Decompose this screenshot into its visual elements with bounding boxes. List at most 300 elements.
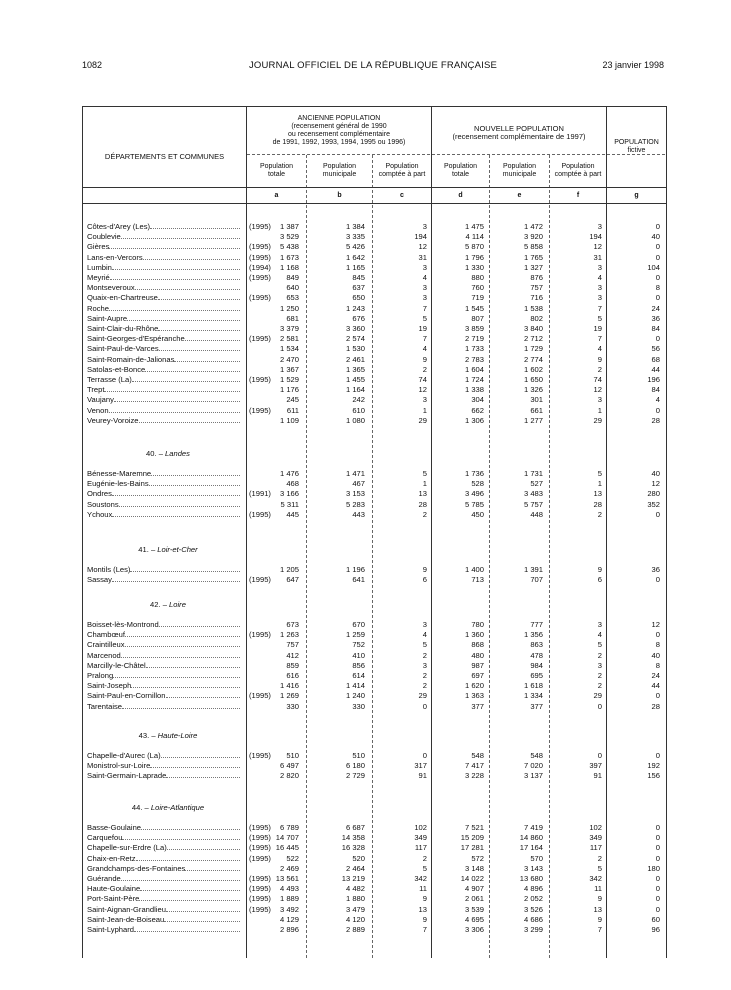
sub-header-municipale: Population municipale <box>502 163 537 178</box>
value-cell: 74 <box>593 375 602 384</box>
table-row <box>83 691 666 701</box>
value-cell: 0 <box>655 904 660 914</box>
value-cell: 156 <box>647 771 660 781</box>
commune-name <box>87 416 243 426</box>
table-row <box>83 874 666 884</box>
commune-label: Terrasse (La) <box>87 375 132 384</box>
value-cell: 637 <box>352 283 365 293</box>
dot-leader <box>161 751 240 758</box>
value-cell: 1 387 <box>279 222 299 231</box>
commune-name <box>87 273 243 283</box>
value-cell: 0 <box>655 509 660 519</box>
value-cell: 5 <box>422 863 427 873</box>
value-cell: 807 <box>471 313 484 323</box>
value-cell: 480 <box>471 650 484 660</box>
value-cell: 17 281 <box>460 843 484 853</box>
value-cell: 44 <box>651 364 660 374</box>
value-cell: 0 <box>655 691 660 701</box>
value-cell: 0 <box>655 823 660 832</box>
value-cell: 1 306 <box>464 415 484 425</box>
value-cell: 0 <box>655 252 660 262</box>
value-cell: 304 <box>471 395 484 405</box>
value-cell: 12 <box>418 385 427 395</box>
value-cell: 6 497 <box>279 761 299 771</box>
value-cell: 14 022 <box>460 874 484 883</box>
value-cell: 0 <box>655 894 660 904</box>
dot-leader <box>112 510 240 517</box>
commune-name <box>87 406 243 416</box>
value-cell: 9 <box>597 914 602 924</box>
table-row <box>83 242 666 252</box>
dot-leader <box>166 771 240 778</box>
value-cell: 616 <box>286 671 299 680</box>
table-row <box>83 283 666 293</box>
value-cell: 28 <box>651 701 660 711</box>
header-rule <box>247 154 665 155</box>
value-cell: 6 687 <box>345 823 365 832</box>
commune-label: Ychoux <box>87 509 113 519</box>
value-cell: 1 <box>422 479 427 489</box>
value-cell: 1 263 <box>279 630 299 640</box>
col-letter: c <box>400 192 404 199</box>
table-row <box>83 630 666 640</box>
census-year: (1995) <box>249 894 271 904</box>
commune-label: Soustons <box>87 499 119 509</box>
value-cell: 3 <box>597 293 602 303</box>
value-cell: 330 <box>286 701 299 711</box>
value-cell: 377 <box>471 701 484 711</box>
census-year: (1995) <box>249 252 271 262</box>
commune-label: Marcilly-le-Châtel <box>87 660 146 670</box>
census-year: (1991) <box>249 489 271 499</box>
dot-leader <box>139 416 240 423</box>
commune-label: Montils (Les) <box>87 565 131 574</box>
value-cell: 1 529 <box>279 375 299 384</box>
department-heading: 44. – Loire-Atlantique <box>131 803 205 812</box>
table-row <box>83 833 666 843</box>
value-cell: 29 <box>418 415 427 425</box>
commune-name <box>87 575 243 585</box>
value-cell: 1 365 <box>345 364 365 374</box>
value-cell: 1 604 <box>464 364 484 374</box>
commune-label: Saint-Joseph <box>87 681 132 691</box>
value-cell: 117 <box>414 843 427 853</box>
value-cell: 5 283 <box>345 499 365 509</box>
commune-name <box>87 565 243 575</box>
table-row <box>83 751 666 761</box>
value-cell: 2 889 <box>345 925 365 934</box>
table-row <box>83 565 666 575</box>
value-cell: 3 483 <box>523 489 543 499</box>
value-cell: 1 796 <box>464 252 484 262</box>
value-cell: 2 061 <box>464 894 484 904</box>
table-row <box>83 915 666 925</box>
value-cell: 4 <box>422 344 427 354</box>
value-cell: 1 530 <box>345 344 365 354</box>
value-cell: 1 620 <box>464 681 484 691</box>
value-cell: 1 765 <box>523 252 543 262</box>
value-cell: 9 <box>597 894 602 904</box>
sub-header-total: Population totale <box>443 163 478 178</box>
table-row <box>83 823 666 833</box>
commune-name <box>87 771 243 781</box>
value-cell: 3 143 <box>523 863 543 873</box>
commune-label: Haute-Goulaine <box>87 884 141 894</box>
value-cell: 28 <box>418 499 427 509</box>
value-cell: 0 <box>655 575 660 585</box>
value-cell: 548 <box>471 751 484 760</box>
value-cell: 3 306 <box>464 925 484 934</box>
value-cell: 31 <box>593 252 602 262</box>
value-cell: 1 <box>422 405 427 415</box>
census-year: (1995) <box>249 273 271 282</box>
value-cell: 1 400 <box>464 565 484 574</box>
table-row <box>83 884 666 894</box>
commune-label: Chapelle-sur-Erdre (La) <box>87 843 167 853</box>
value-cell: 2 <box>422 509 427 519</box>
dot-leader <box>185 334 240 341</box>
value-cell: 478 <box>530 650 543 660</box>
commune-name <box>87 640 243 650</box>
value-cell: 56 <box>651 344 660 354</box>
commune-name <box>87 884 243 894</box>
value-cell: 2 <box>597 671 602 680</box>
commune-name <box>87 375 243 385</box>
table-row <box>83 222 666 232</box>
dot-leader <box>127 314 240 321</box>
commune-name <box>87 355 243 365</box>
census-year: (1995) <box>249 843 271 853</box>
table-row <box>83 671 666 681</box>
value-cell: 1 196 <box>345 565 365 574</box>
table-row <box>83 651 666 661</box>
value-cell: 13 <box>593 489 602 499</box>
dot-leader <box>130 565 240 572</box>
value-cell: 13 219 <box>341 874 365 883</box>
value-cell: 3 <box>597 262 602 272</box>
value-cell: 0 <box>655 405 660 415</box>
value-cell: 29 <box>593 415 602 425</box>
value-cell: 2 712 <box>523 334 543 344</box>
department-heading: 41. – Loir-et-Cher <box>138 545 198 554</box>
value-cell: 1 205 <box>279 565 299 574</box>
value-cell: 0 <box>655 843 660 853</box>
value-cell: 194 <box>414 232 427 242</box>
value-cell: 102 <box>414 823 427 832</box>
dot-leader <box>151 469 240 476</box>
commune-label: Roche <box>87 303 109 313</box>
value-cell: 4 907 <box>464 884 484 894</box>
commune-label: Veurey-Voroize <box>87 415 139 425</box>
census-year: (1994) <box>249 262 271 272</box>
commune-name <box>87 510 243 520</box>
value-cell: 3 228 <box>464 771 484 781</box>
census-year: (1995) <box>249 874 271 883</box>
dot-leader <box>122 833 240 840</box>
population-table <box>82 106 667 958</box>
value-cell: 5 438 <box>279 242 299 252</box>
value-cell: 443 <box>352 509 365 519</box>
value-cell: 4 <box>597 630 602 640</box>
value-cell: 1 642 <box>345 252 365 262</box>
census-year: (1995) <box>249 884 271 894</box>
col-letter: e <box>517 192 522 199</box>
value-cell: 527 <box>530 479 543 489</box>
commune-name <box>87 661 243 671</box>
dot-leader <box>125 640 240 647</box>
value-cell: 1 538 <box>523 303 543 313</box>
value-cell: 44 <box>651 681 660 691</box>
value-cell: 0 <box>597 701 602 711</box>
value-cell: 1 356 <box>523 630 543 640</box>
value-cell: 16 445 <box>275 843 299 853</box>
value-cell: 2 <box>597 650 602 660</box>
value-cell: 611 <box>286 405 299 415</box>
value-cell: 7 <box>422 925 427 934</box>
dot-leader <box>112 263 240 270</box>
commune-label: Saint-Clair-du-Rhône <box>87 324 159 333</box>
dot-leader <box>150 761 240 768</box>
value-cell: 777 <box>530 620 543 629</box>
value-cell: 1 602 <box>523 364 543 374</box>
commune-name <box>87 681 243 691</box>
value-cell: 301 <box>530 395 543 405</box>
value-cell: 5 <box>597 640 602 650</box>
value-cell: 3 <box>422 283 427 293</box>
dot-leader <box>121 232 240 239</box>
commune-label: Port-Saint-Père <box>87 894 140 904</box>
table-row <box>83 385 666 395</box>
value-cell: 3 <box>597 222 602 231</box>
dot-leader <box>174 355 240 362</box>
value-cell: 0 <box>655 242 660 252</box>
value-cell: 2 <box>597 509 602 519</box>
commune-label: Trept <box>87 385 105 395</box>
table-row <box>83 661 666 671</box>
value-cell: 1 327 <box>523 262 543 272</box>
value-cell: 640 <box>286 283 299 293</box>
value-cell: 713 <box>471 575 484 585</box>
value-cell: 707 <box>530 575 543 585</box>
commune-label: Sassay <box>87 575 112 585</box>
value-cell: 104 <box>647 262 660 272</box>
value-cell: 412 <box>286 650 299 660</box>
value-cell: 7 417 <box>464 761 484 771</box>
commune-name <box>87 232 243 242</box>
table-row <box>83 263 666 273</box>
dot-leader <box>104 385 240 392</box>
value-cell: 2 469 <box>279 863 299 873</box>
value-cell: 1 731 <box>523 469 543 478</box>
value-cell: 3 <box>422 620 427 629</box>
value-cell: 3 <box>422 222 427 231</box>
commune-name <box>87 395 243 405</box>
value-cell: 4 114 <box>465 232 484 242</box>
value-cell: 4 <box>597 344 602 354</box>
value-cell: 757 <box>286 640 299 650</box>
value-cell: 1 471 <box>345 469 365 478</box>
value-cell: 647 <box>286 575 299 585</box>
commune-label: Eugénie-les-Bains <box>87 479 149 489</box>
value-cell: 3 166 <box>279 489 299 499</box>
table-row <box>83 232 666 242</box>
value-cell: 1 724 <box>464 375 484 384</box>
value-cell: 2 <box>422 671 427 680</box>
value-cell: 1 363 <box>464 691 484 701</box>
value-cell: 3 479 <box>345 904 365 914</box>
value-cell: 397 <box>589 761 602 771</box>
table-row <box>83 894 666 904</box>
value-cell: 450 <box>471 509 484 519</box>
value-cell: 987 <box>471 660 484 670</box>
value-cell: 0 <box>655 273 660 282</box>
value-cell: 5 <box>597 863 602 873</box>
value-cell: 7 419 <box>523 823 543 832</box>
value-cell: 510 <box>286 751 299 760</box>
value-cell: 3 859 <box>464 324 484 333</box>
table-row <box>83 843 666 853</box>
commune-label: Saint-Germain-Laprade <box>87 771 167 781</box>
census-year: (1995) <box>249 509 271 519</box>
value-cell: 9 <box>422 565 427 574</box>
dot-leader <box>125 630 240 637</box>
sub-header-municipale: Population municipale <box>322 163 357 178</box>
value-cell: 192 <box>647 761 660 771</box>
issue-date: 23 janvier 1998 <box>602 60 664 70</box>
department-heading: 43. – Haute-Loire <box>138 731 198 740</box>
value-cell: 0 <box>655 222 660 231</box>
value-cell: 40 <box>651 469 660 478</box>
value-cell: 1 733 <box>464 344 484 354</box>
table-row <box>83 681 666 691</box>
commune-label: Marcenod <box>87 650 121 660</box>
value-cell: 12 <box>593 242 602 252</box>
commune-label: Guérande <box>87 874 121 883</box>
value-cell: 661 <box>530 405 543 415</box>
col-letter: b <box>337 192 342 199</box>
value-cell: 5 <box>422 640 427 650</box>
value-cell: 0 <box>597 751 602 760</box>
value-cell: 4 120 <box>345 914 365 924</box>
value-cell: 68 <box>651 354 660 364</box>
value-cell: 662 <box>471 405 484 415</box>
value-cell: 1 <box>597 405 602 415</box>
value-cell: 377 <box>530 701 543 711</box>
value-cell: 522 <box>286 853 299 863</box>
value-cell: 1 414 <box>345 681 365 691</box>
old-population-header: ANCIENNE POPULATION (recensement général de 1990 ou recensement complémentaire de 1991, 1992, 1993, 1994, 1995 ou 1996) <box>272 115 406 146</box>
value-cell: 1 168 <box>279 262 299 272</box>
commune-name <box>87 469 243 479</box>
value-cell: 194 <box>589 232 602 242</box>
dot-leader <box>132 375 240 382</box>
table-row <box>83 640 666 650</box>
table-row <box>83 324 666 334</box>
census-year: (1995) <box>249 904 271 914</box>
commune-label: Basse-Goulaine <box>87 823 142 832</box>
value-cell: 2 574 <box>345 334 365 344</box>
value-cell: 342 <box>414 874 427 883</box>
table-row <box>83 864 666 874</box>
commune-name <box>87 702 243 712</box>
census-year: (1995) <box>249 375 271 384</box>
value-cell: 12 <box>593 385 602 395</box>
value-cell: 1 391 <box>523 565 543 574</box>
table-row <box>83 273 666 283</box>
value-cell: 4 493 <box>279 884 299 894</box>
census-year: (1995) <box>249 575 271 585</box>
commune-label: Monistrol-sur-Loire <box>87 761 151 771</box>
value-cell: 757 <box>530 283 543 293</box>
value-cell: 876 <box>530 273 543 282</box>
dot-leader <box>166 691 240 698</box>
value-cell: 802 <box>530 313 543 323</box>
census-year: (1995) <box>249 334 271 344</box>
dot-leader <box>149 479 240 486</box>
commune-name <box>87 304 243 314</box>
dot-leader <box>150 222 240 229</box>
department-heading: 40. – Landes <box>146 449 190 458</box>
value-cell: 641 <box>352 575 365 585</box>
census-year: (1995) <box>249 630 271 640</box>
value-cell: 15 209 <box>460 833 484 843</box>
value-cell: 352 <box>647 499 660 509</box>
dot-leader <box>164 915 240 922</box>
commune-label: Montseveroux <box>87 283 135 293</box>
dot-leader <box>158 324 240 331</box>
value-cell: 6 180 <box>345 761 365 771</box>
commune-label: Saint-Georges-d'Espéranche <box>87 334 185 344</box>
value-cell: 14 358 <box>341 833 365 843</box>
commune-name <box>87 843 243 853</box>
value-cell: 1 475 <box>464 222 484 231</box>
value-cell: 3 299 <box>523 925 543 934</box>
value-cell: 3 <box>597 620 602 629</box>
value-cell: 24 <box>651 671 660 680</box>
commune-label: Tarentaise <box>87 701 123 711</box>
commune-name <box>87 489 243 499</box>
value-cell: 2 774 <box>523 354 543 364</box>
value-cell: 16 328 <box>341 843 365 853</box>
value-cell: 84 <box>651 385 660 395</box>
commune-label: Gières <box>87 242 110 252</box>
commune-name <box>87 293 243 303</box>
value-cell: 3 <box>422 293 427 303</box>
value-cell: 5 757 <box>523 499 543 509</box>
value-cell: 1 243 <box>345 303 365 313</box>
value-cell: 859 <box>286 660 299 670</box>
value-cell: 2 719 <box>464 334 484 344</box>
table-row <box>83 479 666 489</box>
value-cell: 3 335 <box>345 232 365 242</box>
commune-name <box>87 864 243 874</box>
header-rule <box>83 203 666 204</box>
value-cell: 9 <box>597 354 602 364</box>
table-row <box>83 293 666 303</box>
dot-leader <box>109 242 240 249</box>
value-cell: 9 <box>422 354 427 364</box>
value-cell: 5 <box>422 469 427 478</box>
commune-label: Craintilleux <box>87 640 125 650</box>
value-cell: 2 <box>597 681 602 691</box>
dot-leader <box>109 406 240 413</box>
value-cell: 614 <box>352 671 365 680</box>
value-cell: 9 <box>597 565 602 574</box>
value-cell: 410 <box>352 650 365 660</box>
value-cell: 5 <box>422 313 427 323</box>
value-cell: 2 <box>422 681 427 691</box>
dot-leader <box>110 273 240 280</box>
